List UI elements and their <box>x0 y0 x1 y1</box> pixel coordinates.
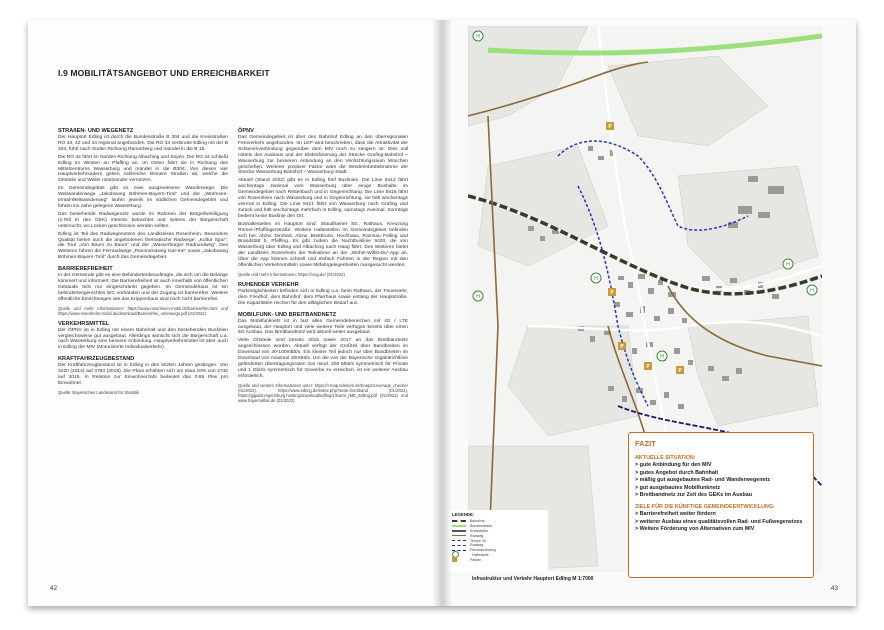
svg-text:P: P <box>678 368 682 374</box>
paragraph: Viele Ortsteile sind bereits 2015 sowie 2017 an das Breitbandnetz angeschlossen worden. Aktuell verfügt der Großteil über Bandbreiten im Download von 30-100mBit/s. Ein kleiner Teil jedoch nur über Bandbreiten im Download von maximal 30mBit/s. Um die von der Bayerische Gigabitrichtlinie geförderten Übertragungsraten von mind. 200 Mbit/s symmetrisch für Private und 1 Gbit/s symmetrisch für Gewerbe zu erreichen, ist ein weiterer Ausbau erforderlich. <box>238 338 408 379</box>
map-caption: Infrastruktur und Verkehr Hauptort Edling M 1:7000 <box>472 576 594 582</box>
bus-stop-marker <box>657 351 667 361</box>
legend-item: Radweg <box>452 533 548 538</box>
svg-text:H: H <box>660 354 664 360</box>
svg-text:H: H <box>810 288 814 294</box>
parking-marker <box>676 366 684 374</box>
heading-oepnv: ÖPNV <box>238 128 254 134</box>
fazit-body <box>635 455 811 534</box>
legend-item: Haltestelle <box>452 553 548 558</box>
bus-stop-marker <box>473 291 483 301</box>
bus-stop-marker <box>591 273 601 283</box>
svg-text:P: P <box>608 124 612 130</box>
fazit-item: > gut ausgebautes Mobilfunknetz <box>635 484 721 491</box>
fazit-situation-heading: AKTUELLE SITUATION: <box>635 455 696 461</box>
page-number-left: 42 <box>50 585 58 592</box>
heading-barriere: BARRIEREFREIHEIT <box>58 266 113 273</box>
svg-text:P: P <box>620 344 624 350</box>
source-note: Quelle und weitere Informationen unter: https://t-map.telekom.de/tmap2/coverage_checker (01/2022), https://www.edling.de/index.php?seite=breitband (01/2022), https://gigabit.regensburg.hosting/download/edling/1/Karte_rME_Edling.pdf (01/2022) und www.bayernatlas.de (01/2022) <box>238 382 408 403</box>
fazit-box <box>628 432 814 578</box>
svg-text:H: H <box>476 294 480 300</box>
paragraph: Das bestehende Radwegenetz wurde im Rahmen der Bürgerbeteiligung (s.Teil III des GEK) intensiv betrachtet und seitens der Bürgerschaft untersucht, wo Lücken geschlossen werden sollten. <box>58 211 228 229</box>
paragraph: Edling ist Teil des Radwegenetzes des Landkreises Rosenheim. Besondere Qualität bieten auch die angebotenen thematische Radwege: „Kultur Spur“, die Tour „Von Baum zu Baum“ und der „Wasserburger Radrundweg“. Des Weiteren führen die Fernradwege „Panoramaweg Isar-Inn“ sowie „Jakobsweg Böhmen-Bayern-Tirol“ durch das Gemeindegebiet. <box>58 231 228 261</box>
paragraph: Aktuell (Stand 2022) gibt es in Edling fünf Buslinien. Die Linie 9412 fährt wochentags zweimal vom Wasserburg über einige Bushalte im Gemeindegebiet nach Rettenbach und in Gegenrichtung. Die Linie 9416 fährt von Rosenheim nach Wasserburg und in Gegenrichtung, sie hält wochentags viermal in Edling. Die Linie 9421 fährt von Wasserburg nach Grafing und zurück und hält wochentags mehrfach in Edling, samstags zweimal. Sonntags bedient keine Buslinie den Ort. <box>238 178 408 219</box>
page-number-right: 43 <box>830 585 838 592</box>
source-note: Quelle und mehr Informationen: https://www.rosenheim-mobil.de/barrierefrei.html und https://www.rosenheim-mobil.de/download/Barrierefrei_unterwegs.pdf (01/2022) <box>58 305 228 316</box>
parking-icon <box>452 557 457 562</box>
right-page <box>442 20 856 606</box>
legend-swatch <box>452 535 466 536</box>
svg-text:P: P <box>610 290 614 296</box>
svg-text:H: H <box>594 276 598 282</box>
parking-marker <box>608 288 616 296</box>
fazit-item: > gute Anbindung für den MIV <box>635 462 712 468</box>
fazit-item: > Barrierefreiheit weiter fördern <box>635 510 716 517</box>
paragraph: Im Gemeindegebiet gibt es zwei ausgewiesene Wanderwege. Die Weitwanderwege „Jakobsweg Böhmen-Bayern-Tirol“ und der „Würmsee-Inntal-Weitwanderweg“ laufen jeweils im südlichen Gemeindegebiet und führen ins nahe gelegene Wasserburg. <box>58 186 228 209</box>
book-gutter <box>432 20 452 606</box>
legend-swatch <box>452 525 466 527</box>
heading-strassen: STRAßEN- UND WEGENETZ <box>58 128 134 134</box>
legend-swatch <box>452 520 466 522</box>
legend-swatch <box>452 540 466 541</box>
paragraph: Der Hauptort Edling ist durch die Bundesstraße B 304 und die Kreisstraßen RO 34, 42 und 44 regional angebunden. Die RO 34 verbindet Edling mit der B 304, führt nach Süden Richtung Ramerberg und mündet in die B 15. <box>58 135 228 152</box>
bus-stop-marker <box>783 259 793 269</box>
section-title: I.9 MOBILITÄTSANGEBOT UND ERREICHBARKEIT <box>58 68 270 78</box>
legend-item: Radweg <box>452 543 548 548</box>
legend-item: Bundesstraße <box>452 524 548 529</box>
paragraph: Der Kraftfahrzeugbestand ist in Edling in den letzten Jahren gestiegen. Von 3420 (2014) auf 3783 (2019). Die Pkws erhöhten sich um etwa 10% von 2740 auf 3015. In Relation zur Einwohnerzahl bedeutet das 0,65 Pkw pro Einwohner. <box>58 363 228 386</box>
legend-swatch <box>452 530 466 532</box>
paragraph: Parkmöglichkeiten befinden sich in Edling u.a. beim Rathaus, der Feuerwehr, dem Friedhof, dem Bahnhof, dem Pfarrhaus sowie entlang der Hauptstraße. Die Kapazitäten reichen für den alltäglichen Bedarf aus. <box>238 288 408 306</box>
parking-marker <box>606 122 614 130</box>
fazit-item: > Breitbandnetz zur Zeit des GEKs im Ausbau <box>635 492 753 499</box>
book-spread <box>28 20 856 606</box>
fazit-ziele-heading: ZIELE FÜR DIE KÜNFTIGE GEMEINDEENTWICKLUNG: <box>635 503 775 510</box>
legend-item: Kreisstraße <box>452 529 548 534</box>
paragraph: In der Gemeinde gibt es eine Behindertenbeauftragte, die sich um die Belange kümmert und informiert. Die Barrierefreiheit ist auch innerhalb von öffentlichen Gebäude teils nur eingeschränkt gegeben. Im Gemeindehaus ist ein behindertengerechtes WC vorhanden und der Zugang ist barrierefrei. Weitere öffentliche Einrichtungen wie das Krippenhaus sind noch nicht barrierefrei. <box>58 273 228 302</box>
fazit-item: > gutes Angebot durch Bahnhalt <box>635 469 719 476</box>
bus-stop-marker <box>807 285 817 295</box>
legend-item: Tempo 30 <box>452 538 548 543</box>
parking-marker <box>618 342 626 350</box>
heading-kfz: KRAFTFAHRZEUGBESTAND <box>58 356 135 363</box>
paragraph: Die RO 42 führt im Norden Richtung Albaching und Soyen. Die RO 44 schließt Edling im Westen an Pfaffing an. Im Osten führt sie in Richtung des Mittelzentrums Wasserburg und mündet in die B304. Von diesen vier Hauptverkehrsadern gehen zahlreiche kleinere Straßen ab, welche die Ortsteile und Weiler miteinander vernetzen. <box>58 154 228 184</box>
fazit-item: > Weitere Förderung von Alternativen zum MIV <box>635 526 755 533</box>
legend-swatch <box>452 545 466 546</box>
svg-text:P: P <box>646 364 650 370</box>
heading-mobilfunk: MOBILFUNK- UND BREITBANDNETZ <box>238 311 337 318</box>
paragraph: Bushaltestellen im Hauptort sind: Staudhamer Str., Rathaus, Kreuzung Römer-/Pfaffingerstraße. Weitere Haltestellen im Gemeindegebiet befinden sich bei: Abzw. Dirnhart, Abzw. Breitbrunn, Hochhaus, Ramsau Felling und Brandstätt b. Pfaffing. Es gibt zudem die Nachtbuslinie 9420, die von Wasserburg über Edling und Albaching nach Haag fährt. Des Weiteren bietet der Landkreis Rosenheim die Teilnahme an der „Wohin-Willst-Du“-App an. Über die App können schnell und einfach Fahrten in der Region mit den öffentlichen Verkehrsmitteln sowie Mitfahrgelegenheiten rausgesucht werden. <box>238 221 408 269</box>
svg-text:H: H <box>786 262 790 268</box>
right-text-column <box>238 128 408 403</box>
parking-marker <box>644 362 652 370</box>
paragraph: Das Gemeindegebiet ist über den Bahnhof Edling an den überregionalen Fernverkehr angebunden. Im LEP wird beschrieben, dass die Attraktivität der Schienenverbindung gegenüber dem MIV noch zu steigern ist. Dies soll mittels des Ausbaus und der Elektrifizierung der Strecke Grafing-Bahnhof – Wasserburg zur besseren Anbindung an den Verdichtungsraum München geschehen. Weiterer positiver Faktor wäre die Wiederinbetriebnahme der Strecke Wasserburg-Bahnhof – Wasserburg-Stadt. <box>238 135 408 176</box>
svg-text:H: H <box>476 34 480 40</box>
fazit-title: FAZIT <box>635 439 656 448</box>
fazit-item: > weiterer Ausbau eines qualitätsvollen Rad- und Fußwegenetzes <box>635 518 803 525</box>
left-text-column <box>58 128 228 395</box>
legend-title: LEGENDE: <box>452 512 475 517</box>
source-note: Quelle und mehr Informationen: https://rvog.de/ (01/2022) <box>238 271 345 277</box>
fazit-item: > mäßig gut ausgebautes Rad- und Wanderwegenetz <box>635 477 771 484</box>
source-note: Quelle: Bayerisches Landesamt für Statistik <box>58 389 139 395</box>
paragraph: Der ÖPNV ist in Edling mit einem Bahnhalt und den bestehenden Buslinien vergleichsweise gut ausgebaut. Allerdings wünscht sich die Bürgerschaft u.a. nach Wasserburg eine bessere Anbindung. Hauptverkehrsmittel ist aber auch in Edling der MIV (Motorisierte Individualverkehr). <box>58 327 228 351</box>
legend-item: Parken <box>452 557 548 562</box>
legend-item: Fernwanderweg <box>452 548 548 553</box>
heading-verkehrsmittel: VERKEHRSMITTEL <box>58 320 110 327</box>
map-legend <box>448 510 548 572</box>
left-page <box>28 20 442 606</box>
bus-stop-marker <box>473 31 483 41</box>
paragraph: Das Mobilfunknetz ist in fast allen Gemeindebereichen mit 4G / LTE ausgebaut, der Hauptort und viele weitere Teile verfügen bereits über einen 5G Ausbau. Das Breitbandnetz wird aktuell weiter ausgebaut. <box>238 318 408 336</box>
legend-item: Bahnlinie <box>452 519 548 524</box>
heading-ruhend: RUHENDER VERKEHR <box>238 281 299 288</box>
